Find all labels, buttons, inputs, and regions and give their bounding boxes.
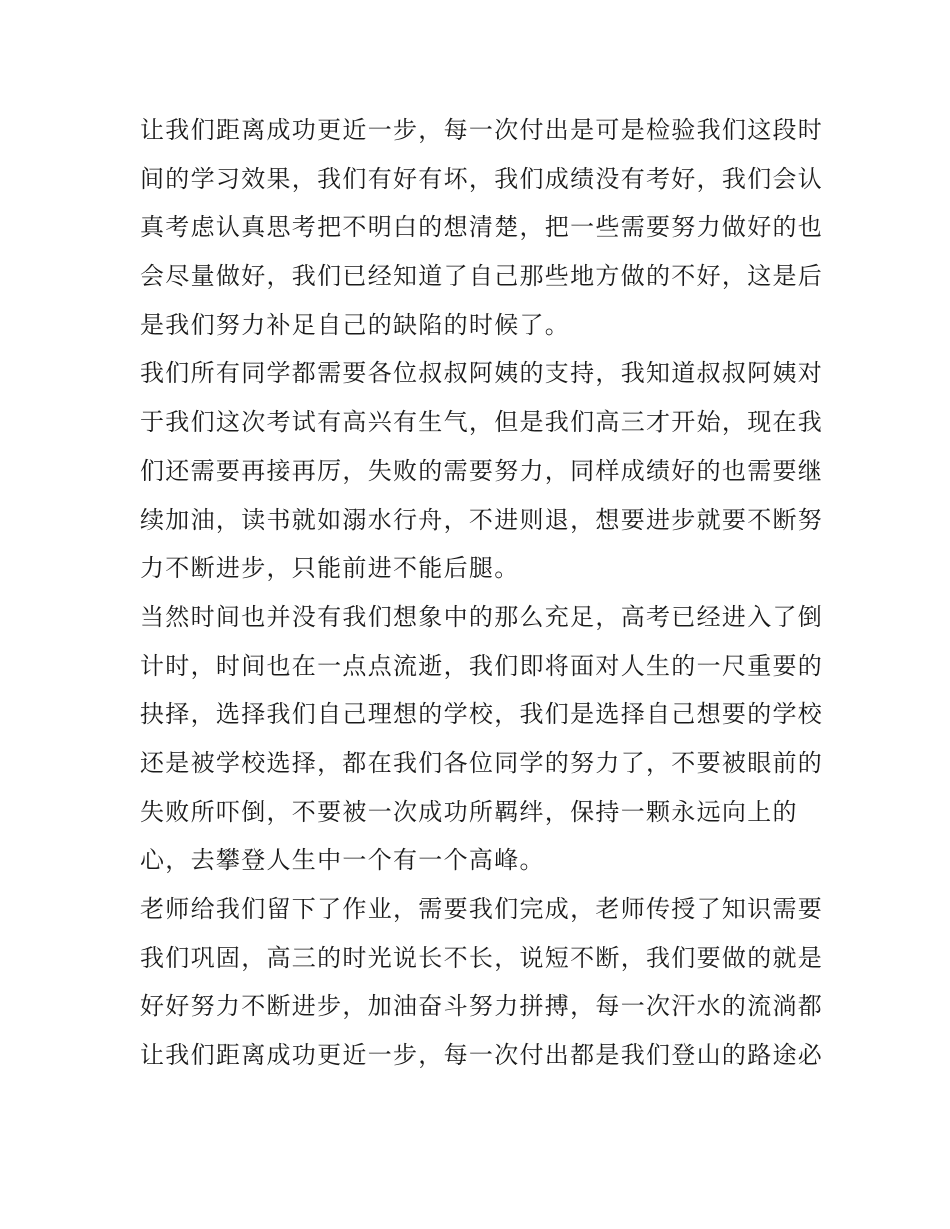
text-line: 计时，时间也在一点点流逝，我们即将面对人生的一尺重要的 — [140, 651, 824, 680]
document-body — [140, 106, 824, 1080]
text-line: 我们所有同学都需要各位叔叔阿姨的支持，我知道叔叔阿姨对 — [140, 359, 824, 388]
text-line: 失败所吓倒，不要被一次成功所羁绊，保持一颗永远向上的 — [140, 797, 798, 826]
text-line: 是我们努力补足自己的缺陷的时候了。 — [140, 310, 571, 339]
text-line: 好好努力不断进步，加油奋斗努力拼搏，每一次汗水的流淌都 — [140, 992, 824, 1021]
text-line: 老师给我们留下了作业，需要我们完成，老师传授了知识需要 — [140, 895, 824, 923]
text-line: 间的学习效果，我们有好有坏，我们成绩没有考好，我们会认 — [140, 164, 824, 193]
text-line: 们还需要再接再厉，失败的需要努力，同样成绩好的也需要继 — [140, 456, 824, 485]
text-line: 抉择，选择我们自己理想的学校，我们是选择自己想要的学校 — [140, 700, 824, 729]
text-line: 续加油，读书就如溺水行舟，不进则退，想要进步就要不断努 — [140, 505, 824, 534]
text-line: 让我们距离成功更近一步，每一次付出都是我们登山的路途必 — [140, 1041, 824, 1070]
text-line: 当然时间也并没有我们想象中的那么充足，高考已经进入了倒 — [140, 602, 824, 631]
text-line: 真考虑认真思考把不明白的想清楚，把一些需要努力做好的也 — [140, 213, 824, 242]
text-line: 心，去攀登人生中一个有一个高峰。 — [140, 846, 545, 875]
text-line: 还是被学校选择，都在我们各位同学的努力了，不要被眼前的 — [140, 748, 824, 777]
text-line: 会尽量做好，我们已经知道了自己那些地方做的不好，这是后 — [140, 262, 824, 291]
text-line: 让我们距离成功更近一步，每一次付出是可是检验我们这段时 — [140, 116, 824, 144]
text-line: 我们巩固，高三的时光说长不长，说短不断，我们要做的就是 — [140, 943, 824, 972]
text-line: 力不断进步，只能前进不能后腿。 — [140, 554, 520, 583]
text-line: 于我们这次考试有高兴有生气，但是我们高三才开始，现在我 — [140, 408, 824, 437]
